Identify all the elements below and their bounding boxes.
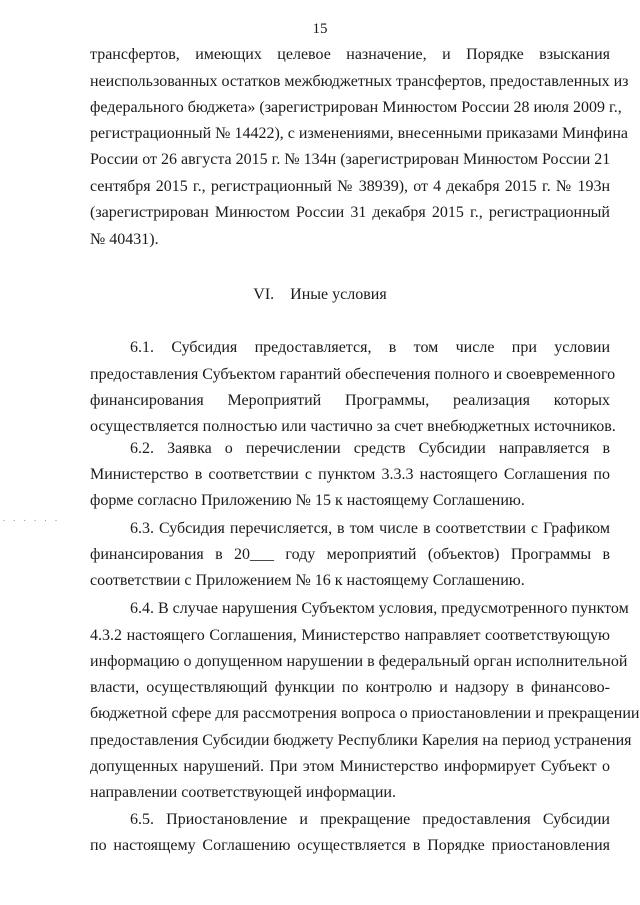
text-line: предоставления Субсидии бюджету Республики Карелия на период устранения	[90, 732, 632, 749]
text-line: неиспользованных остатков межбюджетных трансфертов, предоставленных из	[90, 73, 629, 90]
text-line: федерального бюджета» (зарегистрирован Минюстом России 28 июля 2009 г.,	[90, 99, 622, 116]
text-line: направлении соответствующей информации.	[90, 784, 396, 801]
margin-scan-marks: · · · · · ·	[2, 515, 60, 527]
text-line: России от 26 августа 2015 г. № 134н (зарегистрирован Минюстом России 21	[90, 151, 611, 168]
text-line: информацию о допущенном нарушении в федеральный орган исполнительной	[90, 653, 628, 670]
text-line: Министерство в соответствии с пунктом 3.3.3 настоящего Соглашения по	[90, 466, 610, 483]
text-line: форме согласно Приложению № 15 к настоящему Соглашению.	[90, 492, 525, 509]
text-line: соответствии с Приложением № 16 к настоящему Соглашению.	[90, 572, 525, 589]
text-line: 4.3.2 настоящего Соглашения, Министерство направляет соответствующую	[90, 627, 610, 644]
paragraph-6-4-first-line: 6.4. В случае нарушения Субъектом условия, предусмотренного пунктом	[130, 600, 629, 617]
text-line: по настоящему Соглашению осуществляется в Порядке приостановления	[90, 837, 610, 854]
text-line: финансирования Мероприятий Программы, реализация которых	[90, 392, 610, 409]
page-number: 15	[312, 21, 328, 37]
paragraph-6-3-first-line: 6.3. Субсидия перечисляется, в том числе в соответствии с Графиком	[130, 520, 610, 537]
text-line: трансфертов, имеющих целевое назначение, и Порядке взыскания	[90, 46, 610, 63]
text-line: допущенных нарушений. При этом Министерство информирует Субъект о	[90, 758, 610, 775]
paragraph-6-1-first-line: 6.1. Субсидия предоставляется, в том числе при условии	[130, 339, 610, 356]
text-line: (зарегистрирован Минюстом России 31 декабря 2015 г., регистрационный	[90, 204, 610, 221]
text-line: сентября 2015 г., регистрационный № 38939), от 4 декабря 2015 г. № 193н	[90, 178, 610, 195]
section-title: VI. Иные условия	[253, 286, 387, 303]
text-line: власти, осуществляющий функции по контролю и надзору в финансово-	[90, 679, 610, 696]
paragraph-6-5-first-line: 6.5. Приостановление и прекращение предоставления Субсидии	[130, 811, 610, 828]
paragraph-6-2-first-line: 6.2. Заявка о перечислении средств Субсидии направляется в	[130, 440, 610, 457]
text-line: финансирования в 20___ году мероприятий (объектов) Программы в	[90, 546, 610, 563]
text-line: бюджетной сфере для рассмотрения вопроса о приостановлении и прекращении	[90, 705, 640, 722]
text-line: осуществляется полностью или частично за счет внебюджетных источников.	[90, 418, 616, 435]
text-line: предоставления Субъектом гарантий обеспечения полного и своевременного	[90, 366, 616, 383]
text-line: регистрационный № 14422), с изменениями, внесенными приказами Минфина	[90, 125, 628, 142]
text-line: № 40431).	[90, 231, 159, 248]
